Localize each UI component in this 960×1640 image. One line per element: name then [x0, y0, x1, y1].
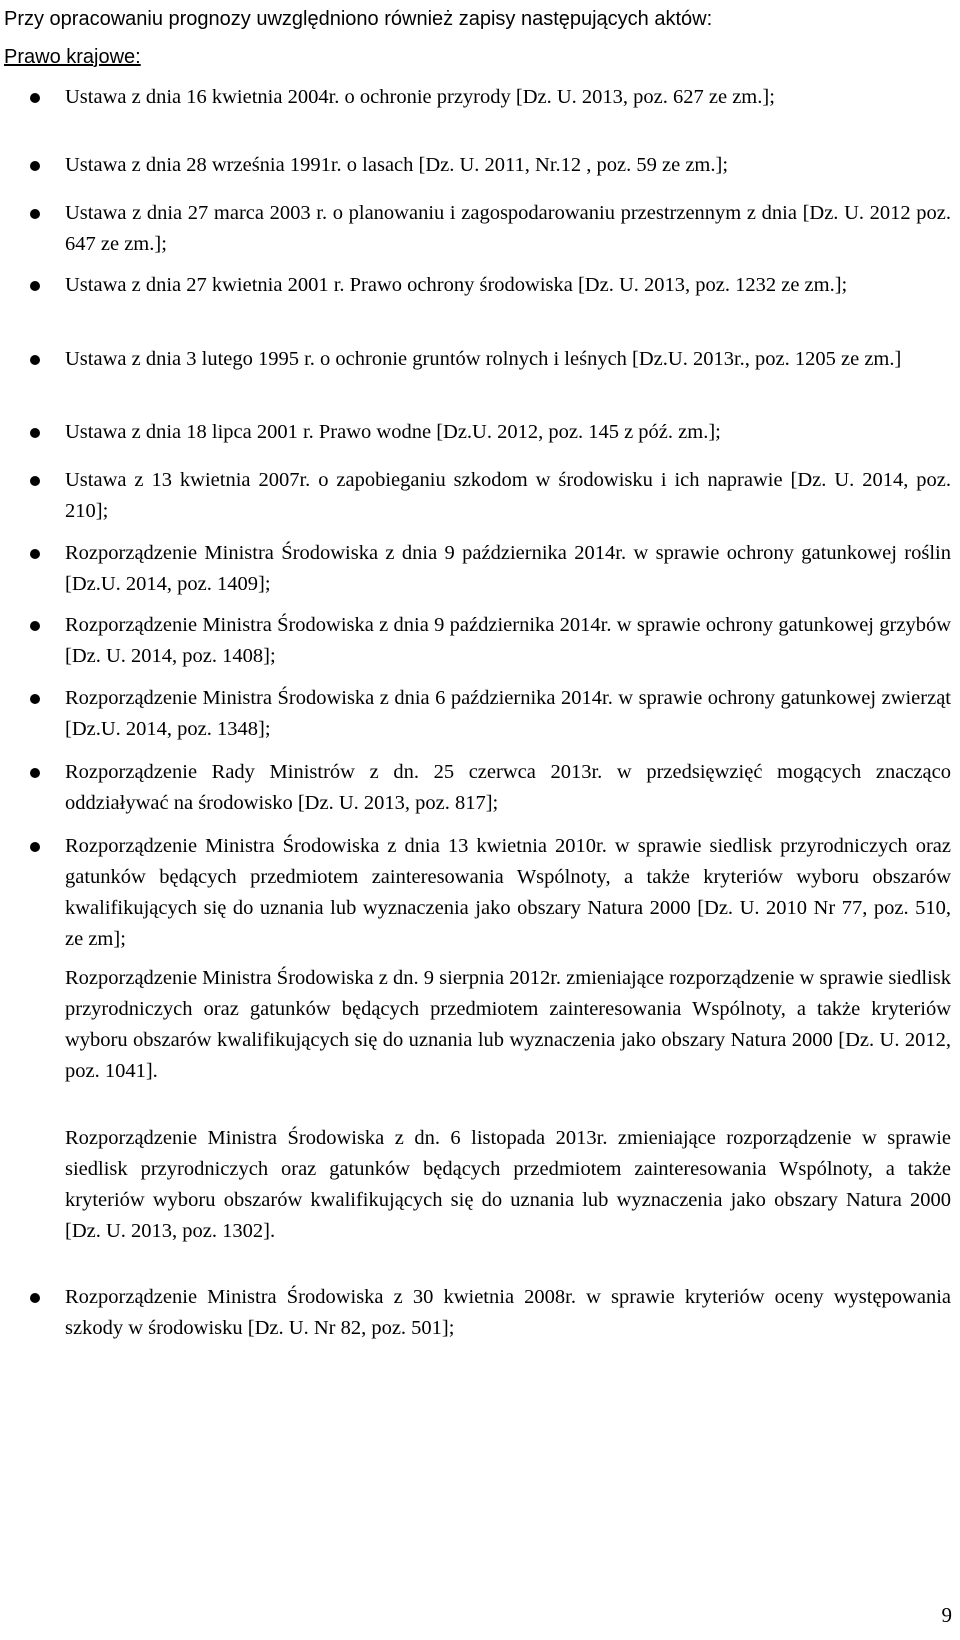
list-item-text: Rozporządzenie Ministra Środowiska z dn. 9 sierpnia 2012r. zmieniające rozporządzenie w sprawie siedlisk przyrodniczych oraz gatunków będących przedmiotem zainteresowania Wspólnoty, a także kryteriów wyboru obszarów kwalifikujących się do uznania lub wyznaczenia jako obszary Natura 2000 [Dz. U. 2012, poz. 1041].	[65, 967, 951, 1082]
list-item-text: Ustawa z dnia 27 marca 2003 r. o planowaniu i zagospodarowaniu przestrzennym z dnia [Dz. U. 2012 poz. 647 ze zm.];	[65, 202, 951, 255]
list-item-text: Ustawa z 13 kwietnia 2007r. o zapobieganiu szkodom w środowisku i ich naprawie [Dz. U. 2014, poz. 210];	[65, 469, 951, 522]
bullet-icon	[30, 476, 40, 486]
bullet-icon	[30, 281, 40, 291]
bullet-icon	[30, 161, 40, 171]
bullet-icon	[30, 694, 40, 704]
list-item-text: Rozporządzenie Ministra Środowiska z dnia 9 października 2014r. w sprawie ochrony gatunkowej grzybów [Dz. U. 2014, poz. 1408];	[65, 614, 951, 667]
list-item-text: Ustawa z dnia 18 lipca 2001 r. Prawo wodne [Dz.U. 2012, poz. 145 z póź. zm.];	[65, 421, 721, 443]
bullet-icon	[30, 93, 40, 103]
section-subheading: Prawo krajowe:	[4, 46, 141, 68]
intro-text: Przy opracowaniu prognozy uwzględniono również zapisy następujących aktów:	[4, 8, 713, 30]
list-item-text: Rozporządzenie Rady Ministrów z dn. 25 czerwca 2013r. w przedsięwzięć mogących znacząco oddziaływać na środowisko [Dz. U. 2013, poz. 817];	[65, 761, 951, 814]
list-item-text: Rozporządzenie Ministra Środowiska z 30 kwietnia 2008r. w sprawie kryteriów oceny występowania szkody w środowisku [Dz. U. Nr 82, poz. 501];	[65, 1286, 951, 1339]
bullet-icon	[30, 209, 40, 219]
bullet-icon	[30, 842, 40, 852]
bullet-icon	[30, 621, 40, 631]
bullet-icon	[30, 355, 40, 365]
list-item-text: Rozporządzenie Ministra Środowiska z dnia 13 kwietnia 2010r. w sprawie siedlisk przyrodniczych oraz gatunków będących przedmiotem zainteresowania Wspólnoty, a także kryteriów wyboru obszarów kwalifikujących się do uznania lub wyznaczenia jako obszary Natura 2000 [Dz. U. 2010 Nr 77, poz. 510, ze zm];	[65, 835, 951, 950]
list-item-text: Rozporządzenie Ministra Środowiska z dn. 6 listopada 2013r. zmieniające rozporządzenie w sprawie siedlisk przyrodniczych oraz gatunków będących przedmiotem zainteresowania Wspólnoty, a także kryteriów wyboru obszarów kwalifikujących się do uznania lub wyznaczenia jako obszary Natura 2000 [Dz. U. 2013, poz. 1302].	[65, 1127, 951, 1242]
list-item-text: Rozporządzenie Ministra Środowiska z dnia 9 października 2014r. w sprawie ochrony gatunkowej roślin [Dz.U. 2014, poz. 1409];	[65, 542, 951, 595]
list-item-text: Ustawa z dnia 16 kwietnia 2004r. o ochronie przyrody [Dz. U. 2013, poz. 627 ze zm.];	[65, 86, 775, 108]
bullet-icon	[30, 768, 40, 778]
list-item-text: Ustawa z dnia 27 kwietnia 2001 r. Prawo ochrony środowiska [Dz. U. 2013, poz. 1232 ze zm.];	[65, 274, 848, 296]
list-item-text: Ustawa z dnia 28 września 1991r. o lasach [Dz. U. 2011, Nr.12 , poz. 59 ze zm.];	[65, 154, 729, 176]
bullet-icon	[30, 428, 40, 438]
bullet-icon	[30, 1293, 40, 1303]
list-item-text: Ustawa z dnia 3 lutego 1995 r. o ochronie gruntów rolnych i leśnych [Dz.U. 2013r., poz. 1205 ze zm.]	[65, 348, 902, 370]
page-number: 9	[941, 1603, 952, 1627]
bullet-icon	[30, 549, 40, 559]
list-item-text: Rozporządzenie Ministra Środowiska z dnia 6 października 2014r. w sprawie ochrony gatunkowej zwierząt [Dz.U. 2014, poz. 1348];	[65, 687, 951, 740]
